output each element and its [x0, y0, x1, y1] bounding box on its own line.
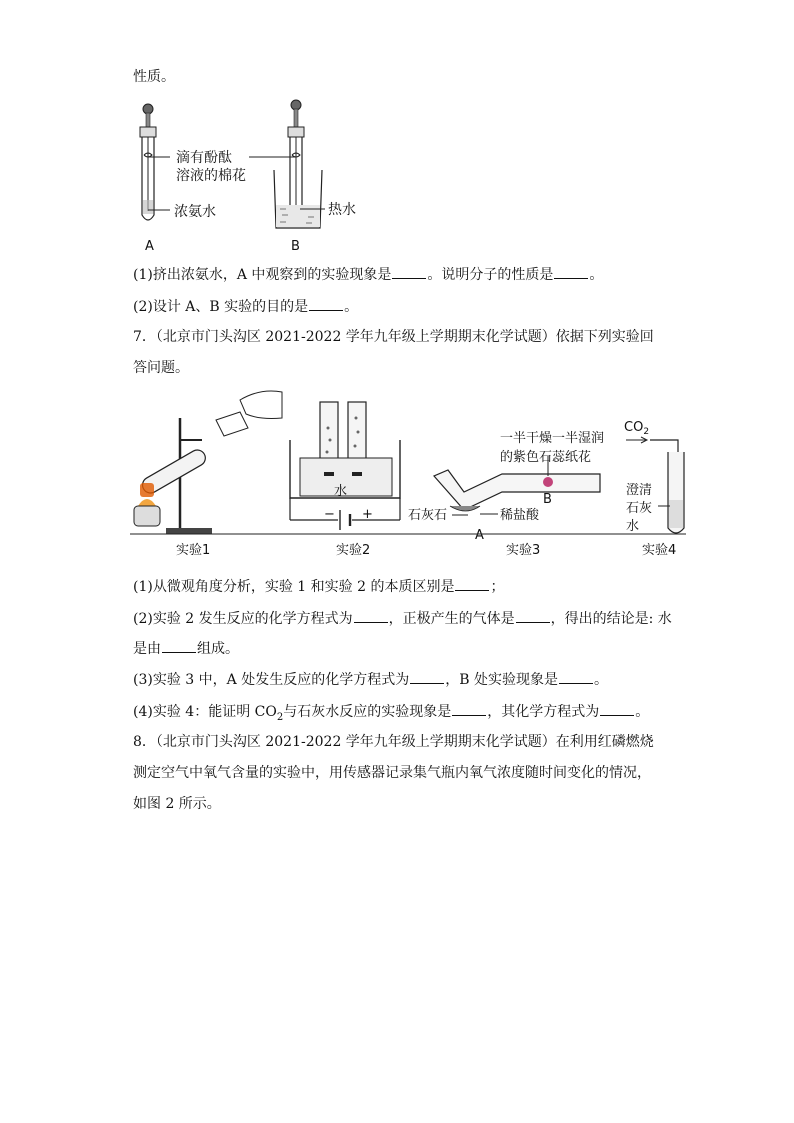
- figure-q6-test-tubes: [130, 95, 370, 260]
- top-text: 性质。: [133, 69, 175, 85]
- caption-exp2: 实验2: [336, 543, 371, 558]
- label-co2: $CO_2$: [624, 420, 650, 437]
- figure-q7-experiments: [130, 388, 690, 566]
- label-paper-1: 一半干燥一半湿润: [500, 431, 605, 446]
- label-lime-3: 水: [626, 519, 640, 534]
- answer-blank[interactable]: [452, 701, 486, 716]
- answer-blank[interactable]: [354, 608, 388, 623]
- q7-sub2-cont: 是由 组成。: [133, 638, 239, 659]
- q7-intro: 7．（北京市门头沟区 2021-2022 学年九年级上学期期末化学试题）依据下列实验回答问题。: [133, 329, 654, 376]
- label-b-point: B: [543, 492, 552, 507]
- tube-a: [140, 104, 156, 220]
- experiment-3: [408, 430, 604, 543]
- caption-exp4: 实验4: [642, 543, 677, 558]
- answer-blank[interactable]: [600, 701, 634, 716]
- label-lime-1: 澄清: [626, 483, 653, 498]
- label-water: 水: [334, 484, 348, 499]
- q7-sub1: (1)从微观角度分析，实验 1 和实验 2 的本质区别是 ；: [133, 576, 504, 597]
- answer-blank[interactable]: [392, 264, 426, 279]
- label-hot-water: 热水: [328, 202, 356, 218]
- answer-blank[interactable]: [410, 669, 444, 684]
- answer-blank[interactable]: [162, 638, 196, 653]
- answer-blank[interactable]: [455, 576, 489, 591]
- label-plus: +: [362, 507, 373, 522]
- answer-blank[interactable]: [554, 264, 588, 279]
- label-limestone: 石灰石: [408, 508, 448, 523]
- answer-blank[interactable]: [516, 608, 550, 623]
- q6-sub2: (2)设计 A、B 实验的目的是 。: [133, 296, 358, 317]
- experiment-4: [624, 420, 684, 534]
- label-acid: 稀盐酸: [500, 508, 540, 523]
- label-paper-2: 的紫色石蕊纸花: [500, 450, 592, 465]
- experiment-1: [134, 391, 282, 534]
- label-ammonia: 浓氨水: [174, 204, 216, 220]
- label-b: B: [291, 239, 300, 254]
- caption-exp3: 实验3: [506, 543, 541, 558]
- answer-blank[interactable]: [559, 669, 593, 684]
- experiment-2: [290, 402, 400, 530]
- label-a: A: [145, 239, 154, 254]
- q6-sub1: (1)挤出浓氨水，A 中观察到的实验现象是 。说明分子的性质是 。: [133, 264, 603, 285]
- q7-sub2: (2)实验 2 发生反应的化学方程式为 ，正极产生的气体是 ，得出的结论是: 水: [133, 608, 672, 629]
- label-cotton-1: 滴有酚酞: [176, 150, 232, 166]
- label-cotton-2: 溶液的棉花: [176, 168, 246, 184]
- q7-sub3: (3)实验 3 中，A 处发生反应的化学方程式为 ，B 处实验现象是 。: [133, 669, 608, 690]
- label-lime-2: 石灰: [626, 501, 653, 516]
- caption-exp1: 实验1: [176, 543, 211, 558]
- label-minus: −: [324, 507, 335, 522]
- answer-blank[interactable]: [309, 296, 343, 311]
- label-a-point: A: [475, 528, 484, 543]
- q7-sub4: (4)实验 4：能证明 $CO_2$与石灰水反应的实验现象是 ，其化学方程式为 。: [133, 701, 649, 728]
- q8-text: 8．（北京市门头沟区 2021-2022 学年九年级上学期期末化学试题）在利用红磷燃烧测定空气中氧气含量的实验中，用传感器记录集气瓶内氧气浓度随时间变化的情况，如图 2 所示。: [133, 734, 654, 812]
